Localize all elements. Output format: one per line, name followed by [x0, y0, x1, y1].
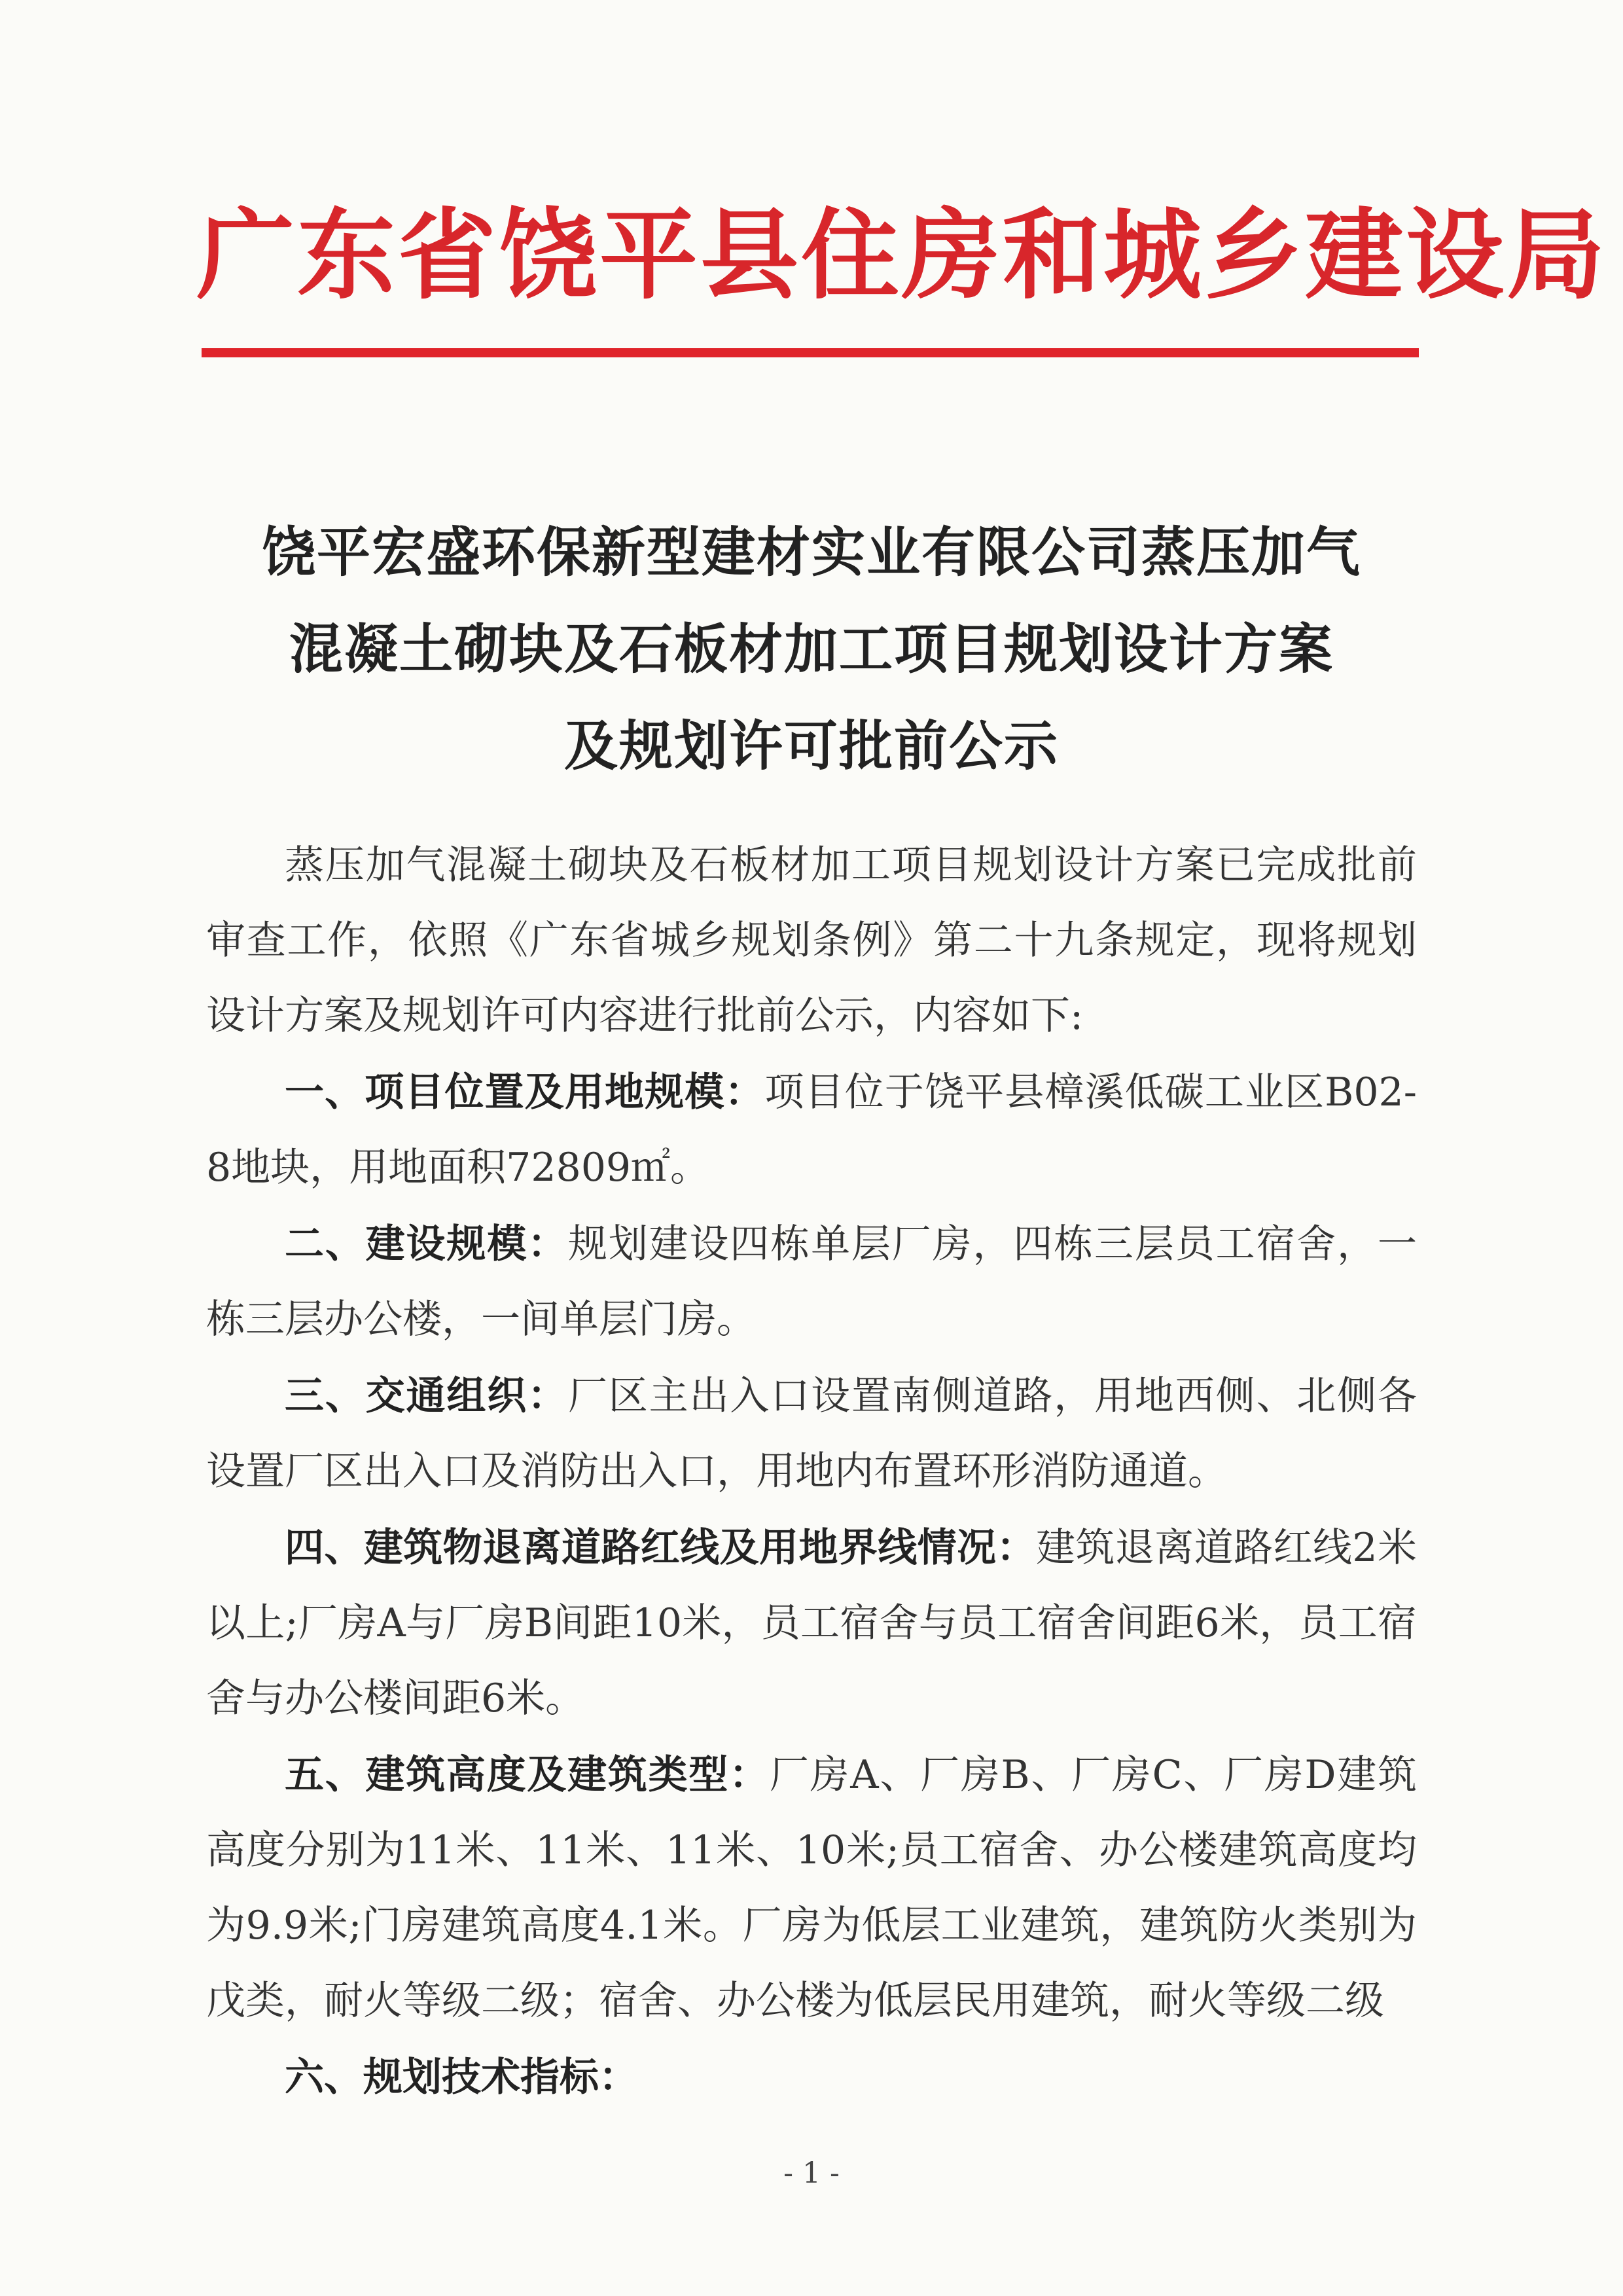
section-5-heading: 五、建筑高度及建筑类型： — [285, 1752, 770, 1798]
section-3-text: 厂区主出入口设置南侧道路，用地西侧、北侧各设置厂区出入口及消防出入口，用地内布置环形消防通道。 — [206, 1373, 1418, 1494]
page-number: - 1 - — [783, 2157, 840, 2190]
section-3 — [206, 1359, 1417, 1509]
section-5 — [206, 1738, 1417, 2039]
document-body — [206, 828, 1417, 2117]
masthead-title: 广东省饶平县住房和城乡建设局 — [196, 198, 1608, 313]
section-2-heading: 二、建设规模： — [285, 1221, 568, 1267]
section-6 — [206, 2040, 1417, 2115]
title-line-3: 及规划许可批前公示 — [563, 715, 1059, 778]
section-1 — [206, 1055, 1417, 1206]
section-1-heading: 一、项目位置及用地规模： — [285, 1069, 765, 1115]
title-line-2: 混凝土砌块及石板材加工项目规划设计方案 — [289, 618, 1334, 681]
red-divider-line — [202, 348, 1419, 357]
document-title — [196, 504, 1427, 795]
title-line-1: 饶平宏盛环保新型建材实业有限公司蒸压加气 — [261, 521, 1361, 584]
section-3-heading: 三、交通组织： — [285, 1373, 568, 1419]
section-4-heading: 四、建筑物退离道路红线及用地界线情况： — [285, 1525, 1037, 1571]
section-2 — [206, 1207, 1417, 1357]
section-5-text: 厂房A、厂房B、厂房C、厂房D建筑高度分别为11米、11米、11米、10米;员工宿舍、办公楼建筑高度均为9.9米;门房建筑高度4.1米。厂房为低层工业建筑，建筑防火类别为戊类，耐火等级二级；宿舍、办公楼为低层民用建筑，耐火等级二级 — [206, 1752, 1417, 2024]
section-1-text: 项目位于饶平县樟溪低碳工业区B02-8地块，用地面积72809㎡。 — [206, 1069, 1417, 1191]
section-2-text: 规划建设四栋单层厂房，四栋三层员工宿舍，一栋三层办公楼，一间单层门房。 — [206, 1221, 1418, 1342]
section-6-heading: 六、规划技术指标： — [285, 2054, 638, 2100]
intro-paragraph: 蒸压加气混凝土砌块及石板材加工项目规划设计方案已完成批前审查工作，依照《广东省城乡规划条例》第二十九条规定，现将规划设计方案及规划许可内容进行批前公示，内容如下: — [206, 842, 1417, 1039]
section-4-text: 建筑退离道路红线2米以上;厂房A与厂房B间距10米，员工宿舍与员工宿舍间距6米，员工宿舍与办公楼间距6米。 — [206, 1525, 1417, 1721]
section-4 — [206, 1511, 1417, 1736]
